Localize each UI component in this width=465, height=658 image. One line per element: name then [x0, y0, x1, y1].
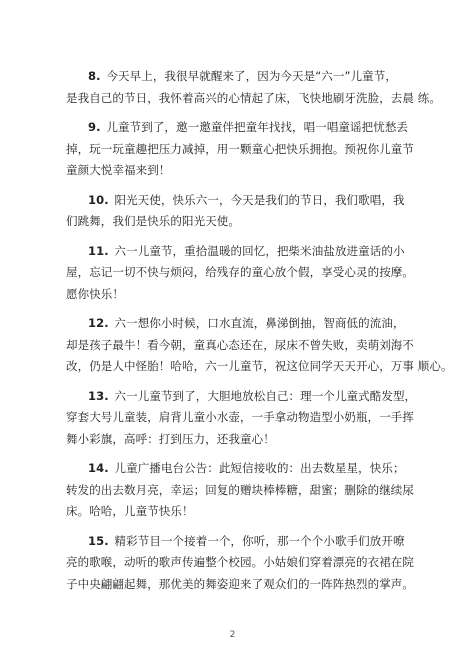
entry-text: 六一儿童节到了，大胆地放松自己：理一个儿童式酷发型， — [114, 388, 417, 403]
entry-line — [66, 313, 405, 335]
entry-line — [66, 284, 405, 306]
entry-line — [66, 66, 405, 88]
entry — [66, 458, 414, 523]
entry-number: 9. — [88, 120, 101, 134]
entry-line — [66, 139, 414, 161]
entry-text: 却是孩子最牛！看今朝，童真心态还在，尿床不曾失败，卖萌刘海不 — [66, 337, 414, 352]
entry — [66, 313, 453, 378]
entry-text: 儿童广播电台公告：此短信接收的：出去数星星，快乐； — [114, 461, 405, 475]
entry-line — [66, 386, 417, 408]
entry-line — [66, 574, 414, 596]
entry-text: 转发的出去数月亮，幸运；回复的赠块棒棒糖，甜蜜；删除的继续尿 — [66, 482, 414, 497]
entry-text: 穿套大号儿童装，肩背儿童小水壶，一手拿动物造型小奶瓶，一手挥 — [66, 410, 414, 424]
entry-text: 床。哈哈，儿童节快乐！ — [66, 504, 194, 518]
entry-number: 10. — [88, 192, 109, 207]
entry — [66, 117, 414, 182]
entry-line — [66, 160, 405, 182]
entry-line — [66, 501, 405, 523]
entry — [66, 531, 414, 596]
entry-text: 儿童节到了，邀一邀童伴把童年找找，唱一唱童谣把忧愁丢 — [106, 120, 409, 134]
entry-text: 今天早上，我很早就醒来了，因为今天是“六一”儿童节， — [106, 69, 397, 83]
entry-line — [66, 531, 405, 553]
entry-text: 亮的歌喉，动听的歌声传遍整个校园。小姑娘们穿着漂亮的衣裙在院 — [66, 555, 414, 569]
entry-number: 15. — [88, 533, 109, 548]
entry-line — [66, 190, 405, 212]
entry-text: 六一想你小时候，口水直流，鼻涕倒抽，智商低的流油， — [114, 316, 405, 330]
entry-text: 舞小彩旗，高呼：打到压力，还我童心！ — [66, 431, 275, 446]
entry-number: 11. — [88, 243, 109, 258]
entry-line — [66, 552, 414, 574]
entry-line — [66, 262, 414, 284]
entry-line — [66, 356, 453, 378]
entry-number: 8. — [88, 69, 101, 83]
entry-text: 子中央翩翩起舞，那优美的舞姿迎来了观众们的一阵阵热烈的掌声。 — [66, 576, 414, 591]
entry — [66, 386, 417, 451]
entry-line — [66, 407, 414, 429]
entry-text: 改，仍是人中怪胎！哈哈，六一儿童节，祝这位同学天天开心，万事 顺心。 — [66, 359, 453, 373]
entry-line — [66, 429, 405, 451]
entry — [66, 66, 441, 109]
entry — [66, 190, 405, 233]
entry-text: 们跳舞，我们是快乐的阳光天使。 — [66, 214, 240, 228]
entry-line — [66, 458, 405, 480]
page-number: 2 — [229, 630, 236, 640]
entry-line — [66, 211, 405, 233]
entry — [66, 241, 414, 306]
entry-text: 屋，忘记一切不快与烦闷，给残存的童心放个假，享受心灵的按摩。 — [66, 265, 414, 279]
entry-text: 愿你快乐！ — [66, 286, 124, 301]
entry-text: 掉，玩一玩童趣把压力减掉，用一颗童心把快乐拥抱。预祝你儿童节 — [66, 141, 414, 156]
entry-text: 精彩节目一个接着一个，你听，那一个个小歌手们放开嘹 — [114, 533, 405, 548]
entry-line — [66, 117, 409, 139]
entry-number: 13. — [88, 388, 109, 403]
entry-list — [66, 66, 453, 595]
entry-line — [66, 335, 414, 357]
entry-text: 阳光天使，快乐六一，今天是我们的节日，我们歌唱，我 — [114, 192, 405, 207]
entry-line — [66, 88, 441, 110]
entry-line — [66, 241, 405, 263]
entry-text: 是我自己的节日，我怀着高兴的心情起了床，飞快地刷牙洗脸，去晨 练。 — [66, 90, 441, 105]
entry-number: 14. — [88, 461, 109, 475]
entry-text: 童颜大悦幸福来到！ — [66, 163, 171, 177]
entry-text: 六一儿童节，重拾温暖的回忆，把柴米油盐放进童话的小 — [114, 243, 405, 258]
entry-line — [66, 480, 414, 502]
entry-number: 12. — [88, 316, 109, 330]
